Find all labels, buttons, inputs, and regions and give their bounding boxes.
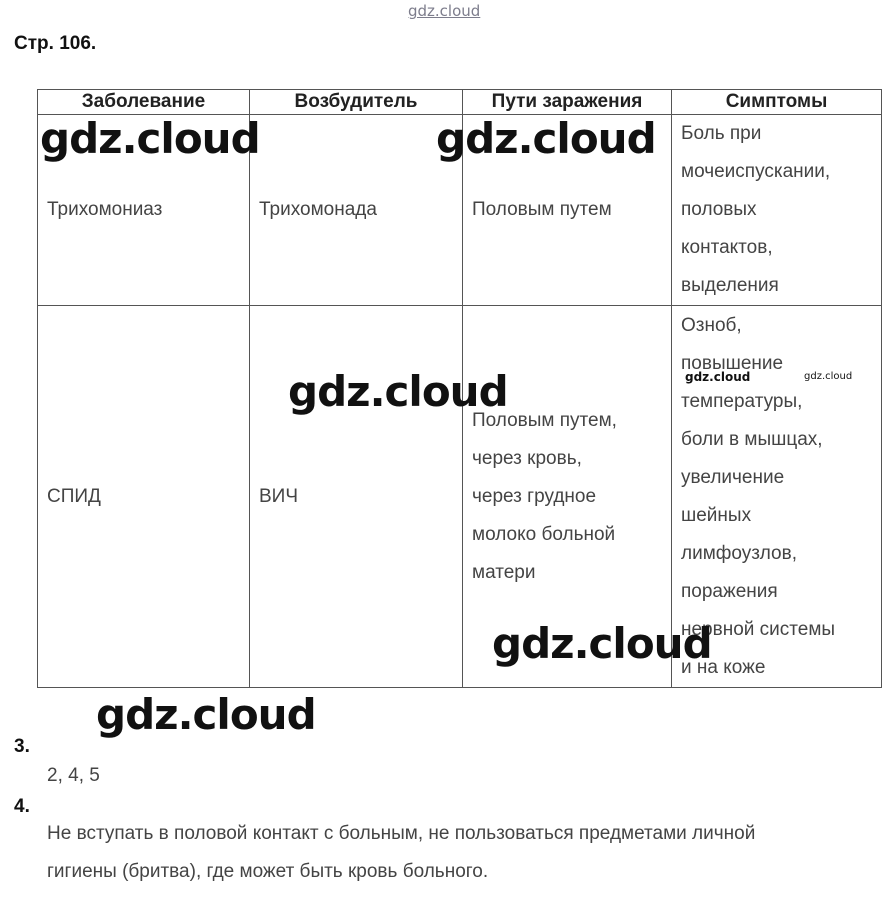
text-line: повышение xyxy=(681,352,784,374)
text-line: шейных xyxy=(681,504,752,526)
question-3-answer: 2, 4, 5 xyxy=(47,765,100,786)
watermark: gdz.cloud xyxy=(40,114,260,163)
header-transmission: Пути заражения xyxy=(463,90,672,115)
question-3-number: 3. xyxy=(14,736,30,757)
watermark: gdz.cloud xyxy=(492,619,712,668)
cell-pathogen: ВИЧ xyxy=(250,306,463,688)
text-line: лимфоузлов, xyxy=(681,542,797,564)
text-line: молоко больной xyxy=(472,523,616,545)
watermark: gdz.cloud xyxy=(288,367,508,416)
cell-disease: СПИД xyxy=(38,306,250,688)
table-header-row xyxy=(38,90,882,115)
text-line: боли в мышцах, xyxy=(681,428,823,450)
question-4-number: 4. xyxy=(14,796,30,817)
text-line: через грудное xyxy=(472,485,597,507)
text-line: половых xyxy=(681,199,757,220)
text-line: температуры, xyxy=(681,390,803,412)
header-disease: Заболевание xyxy=(38,90,250,115)
cell-pathogen: Трихомонада xyxy=(250,115,463,306)
cell-symptoms xyxy=(672,115,882,306)
text-line: Не вступать в половой контакт с больным, не пользоваться предметами личной xyxy=(47,823,756,844)
table-row xyxy=(38,306,882,688)
text-line: мочеиспускании, xyxy=(681,161,831,182)
text-line: Боль при xyxy=(681,123,762,144)
text-line: Озноб, xyxy=(681,314,742,336)
text-line: контактов, xyxy=(681,237,773,258)
watermark: gdz.cloud xyxy=(96,690,316,739)
text-line: нервной системы xyxy=(681,618,836,640)
watermark: gdz.cloud xyxy=(804,371,853,382)
text-line: Половым путем, xyxy=(472,409,617,431)
header-pathogen: Возбудитель xyxy=(250,90,463,115)
text-line: поражения xyxy=(681,580,778,602)
page-title: Стр. 106. xyxy=(14,33,97,54)
watermark-top: gdz.cloud xyxy=(408,2,481,20)
text-line: и на коже xyxy=(681,656,766,678)
watermark: gdz.cloud xyxy=(685,370,751,384)
text-line: Половым путем xyxy=(472,199,612,220)
header-symptoms: Симптомы xyxy=(672,90,882,115)
text-line: выделения xyxy=(681,275,779,296)
cell-disease: Трихомониаз xyxy=(38,115,250,306)
question-4-answer xyxy=(47,815,755,891)
text-line: матери xyxy=(472,561,536,583)
watermark: gdz.cloud xyxy=(436,114,656,163)
text-line: гигиены (бритва), где может быть кровь больного. xyxy=(47,861,489,882)
text-line: через кровь, xyxy=(472,447,582,469)
text-line: увеличение xyxy=(681,466,785,488)
